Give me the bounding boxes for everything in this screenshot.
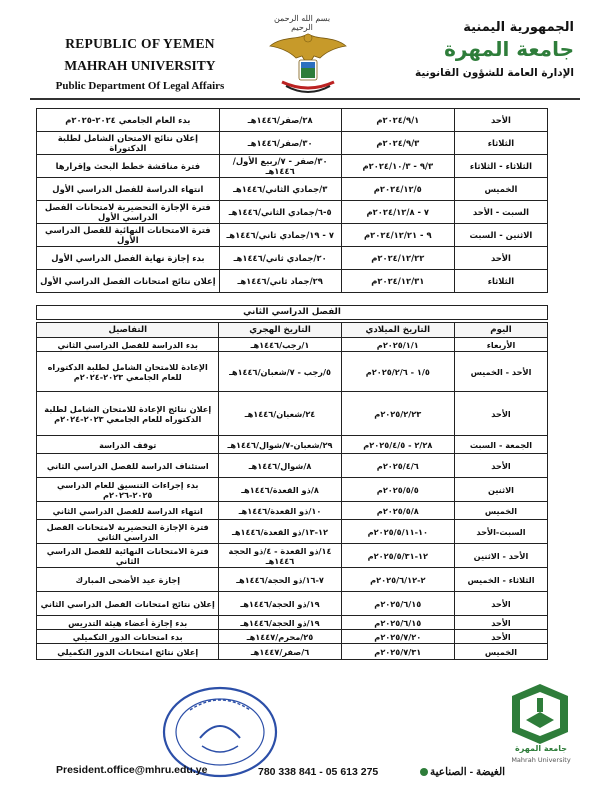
cell-gregorian-date: ١٠-٢٠٢٥/٥/١١م xyxy=(341,520,454,544)
cell-details: فترة الإجازة التحضيرية لامتحانات الفصل الدراسي الأول xyxy=(37,201,220,224)
university-name-en: MAHRAH UNIVERSITY xyxy=(64,58,216,73)
cell-details: فترة مناقشة خطط البحث وإقرارها xyxy=(37,155,220,178)
header-day: اليوم xyxy=(454,323,547,338)
semester1-row xyxy=(37,270,548,293)
cell-hijri-date: ٣٠/صفر/١٤٤٦هـ xyxy=(219,132,341,155)
cell-hijri-date: ٣/جمادي الثاني/١٤٤٦هـ xyxy=(219,178,341,201)
cell-day: الأحد xyxy=(454,247,547,270)
cell-hijri-date: ٧-١٦/ذو الحجة/١٤٤٦هـ xyxy=(219,568,341,592)
semester1-row xyxy=(37,109,548,132)
cell-gregorian-date: ٩ - ٢٠٢٤/١٢/٢١م xyxy=(341,224,454,247)
basmala: بسم الله الرحمن الرحيم xyxy=(273,14,331,32)
cell-hijri-date: ٨/شوال/١٤٤٦هـ xyxy=(219,454,341,478)
semester2-row xyxy=(37,520,548,544)
footer-city: الغيضة - الصناعية xyxy=(430,766,506,778)
semester2-row xyxy=(37,502,548,520)
cell-hijri-date: ٢٠/جمادي ثاني/١٤٤٦هـ xyxy=(219,247,341,270)
cell-gregorian-date: ٢٠٢٥/٥/٨م xyxy=(341,502,454,520)
logo-text-en: Mahrah University xyxy=(511,756,571,764)
country-name-en: REPUBLIC OF YEMEN xyxy=(65,36,215,51)
semester2-row xyxy=(37,454,548,478)
cell-gregorian-date: ٢٠٢٥/٧/٣١م xyxy=(341,644,454,660)
cell-day: الأحد xyxy=(454,630,547,644)
cell-gregorian-date: ٢٠٢٤/٩/١م xyxy=(341,109,454,132)
cell-day: السبت-الأحد xyxy=(454,520,547,544)
cell-gregorian-date: ٢٠٢٥/٧/٢٠م xyxy=(341,630,454,644)
semester1-table xyxy=(36,108,548,293)
semester2-row xyxy=(37,352,548,392)
semester2-row xyxy=(37,630,548,644)
header-gregorian: التاريخ الميلادي xyxy=(341,323,454,338)
cell-hijri-date: ٣٠/صفر - ٧/ربيع الأول/١٤٤٦هـ xyxy=(219,155,341,178)
header-left xyxy=(40,36,240,92)
header-hijri: التاريخ الهجري xyxy=(219,323,341,338)
semester2-header-row xyxy=(37,323,548,338)
cell-details: بدء امتحانات الدور التكميلي xyxy=(37,630,219,644)
department-name-ar: الإدارة العامة للشؤون القانونية xyxy=(414,67,574,79)
cell-gregorian-date: ١٢-٢٠٢٥/٥/٣١م xyxy=(341,544,454,568)
cell-day: الأحد - الخميس xyxy=(454,352,547,392)
cell-day: الخميس xyxy=(454,644,547,660)
cell-gregorian-date: ٢٠٢٤/٩/٣م xyxy=(341,132,454,155)
cell-hijri-date: ٧ - ١٩/جمادي ثاني/١٤٤٦هـ xyxy=(219,224,341,247)
cell-hijri-date: ٥-٦/جمادي الثاني/١٤٤٦هـ xyxy=(219,201,341,224)
cell-details: إجازة عيد الأضحى المبارك xyxy=(37,568,219,592)
cell-hijri-date: ٢٤/شعبان/١٤٤٦هـ xyxy=(219,392,341,436)
cell-gregorian-date: ٢٠٢٤/١٢/٥م xyxy=(341,178,454,201)
cell-details: بدء العام الجامعي ٢٠٢٤-٢٠٢٥م xyxy=(37,109,220,132)
cell-hijri-date: ١٠/ذو القعدة/١٤٤٦هـ xyxy=(219,502,341,520)
cell-details: فترة الامتحانات النهائية للفصل الدراسي الأول xyxy=(37,224,220,247)
cell-details: انتهاء الدراسة للفصل الدراسي الثاني xyxy=(37,502,219,520)
header-details: التفاصيل xyxy=(37,323,219,338)
cell-day: الجمعة - السبت xyxy=(454,436,547,454)
cell-hijri-date: ٢٩/شعبان-٧/شوال/١٤٤٦هـ xyxy=(219,436,341,454)
cell-gregorian-date: ٢-٢٠٢٥/٦/١٢م xyxy=(341,568,454,592)
cell-gregorian-date: ٢٠٢٥/٤/٦م xyxy=(341,454,454,478)
cell-hijri-date: ٥/رجب - ٧/شعبان/١٤٤٦هـ xyxy=(219,352,341,392)
semester2-title: الفصل الدراسي الثاني xyxy=(36,305,548,320)
cell-day: الثلاثاء - الثلاثاء xyxy=(454,155,547,178)
cell-details: الإعادة للامتحان الشامل لطلبة الدكتوراه للعام الجامعي ٢٠٢٣-٢٠٢٤م xyxy=(37,352,219,392)
logo-text-ar: جامعة المهرة xyxy=(515,744,567,753)
cell-gregorian-date: ٢٠٢٥/٦/١٥م xyxy=(341,592,454,616)
cell-day: الأحد - الاثنين xyxy=(454,544,547,568)
semester1-row xyxy=(37,224,548,247)
cell-day: الثلاثاء - الخميس xyxy=(454,568,547,592)
university-logo xyxy=(508,682,572,746)
semester1-row xyxy=(37,132,548,155)
cell-gregorian-date: ٢٠٢٥/٢/٢٣م xyxy=(341,392,454,436)
cell-gregorian-date: ٢٠٢٥/٥/٥م xyxy=(341,478,454,502)
cell-day: الثلاثاء xyxy=(454,270,547,293)
semester2-row xyxy=(37,436,548,454)
semester2-row xyxy=(37,568,548,592)
semester2-row xyxy=(37,592,548,616)
cell-gregorian-date: ١/٥ - ٢٠٢٥/٢/٦م xyxy=(341,352,454,392)
cell-day: الأحد xyxy=(454,592,547,616)
footer-phones: 780 338 841 - 05 613 275 xyxy=(258,766,379,778)
department-name-en: Public Department Of Legal Affairs xyxy=(55,80,225,92)
cell-hijri-date: ١٤/ذو القعدة - ٤/ذو الحجة ١٤٤٦هـ xyxy=(219,544,341,568)
cell-day: الأحد xyxy=(454,454,547,478)
cell-hijri-date: ٢٥/محرم/١٤٤٧هـ xyxy=(219,630,341,644)
semester2-table xyxy=(36,322,548,660)
semester2-row xyxy=(37,478,548,502)
cell-hijri-date: ٨/ذو القعدة/١٤٤٦هـ xyxy=(219,478,341,502)
cell-day: الأحد xyxy=(454,109,547,132)
semester2-row xyxy=(37,644,548,660)
cell-day: الأربعاء xyxy=(454,338,547,352)
cell-day: الأحد xyxy=(454,392,547,436)
cell-details: إعلان نتائج الإعادة للامتحان الشامل لطلبة الدكتوراه للعام الجامعي ٢٠٢٣-٢٠٢٤م xyxy=(37,392,219,436)
cell-hijri-date: ٦/صفر/١٤٤٧هـ xyxy=(219,644,341,660)
semester1-row xyxy=(37,178,548,201)
cell-gregorian-date: ٩/٣ - ٢٠٢٤/١٠/٣م xyxy=(341,155,454,178)
cell-day: الأحد xyxy=(454,616,547,630)
university-name-ar: جامعة المهرة xyxy=(444,37,574,61)
country-name-ar: الجمهورية اليمنية xyxy=(463,20,574,35)
cell-details: بدء إجراءات التنسيق للعام الدراسي ٢٠٢٥-٢٠٢٦م xyxy=(37,478,219,502)
cell-details: بدء إجازة أعضاء هيئة التدريس xyxy=(37,616,219,630)
semester2-row xyxy=(37,544,548,568)
cell-details: إعلان نتائج الامتحان الشامل لطلبة الدكتوراة xyxy=(37,132,220,155)
cell-hijri-date: ٢٩/جماد ثاني/١٤٤٦هـ xyxy=(219,270,341,293)
footer-email[interactable]: President.office@mhru.edu.ye xyxy=(56,764,208,776)
cell-details: استئناف الدراسة للفصل الدراسي الثاني xyxy=(37,454,219,478)
semester1-row xyxy=(37,247,548,270)
cell-hijri-date: ١٩/ذو الحجة/١٤٤٦هـ xyxy=(219,616,341,630)
cell-day: الخميس xyxy=(454,178,547,201)
semester1-row xyxy=(37,155,548,178)
header-divider xyxy=(30,98,580,100)
cell-gregorian-date: ٢٠٢٥/٦/١٥م xyxy=(341,616,454,630)
cell-details: بدء إجازة نهاية الفصل الدراسي الأول xyxy=(37,247,220,270)
cell-details: بدء الدراسة للفصل الدراسي الثاني xyxy=(37,338,219,352)
cell-hijri-date: ١٩/ذو الحجة/١٤٤٦هـ xyxy=(219,592,341,616)
cell-gregorian-date: ٢٠٢٥/١/١م xyxy=(341,338,454,352)
cell-gregorian-date: ٧ - ٢٠٢٤/١٢/٨م xyxy=(341,201,454,224)
cell-day: الثلاثاء xyxy=(454,132,547,155)
cell-details: إعلان نتائج امتحانات الفصل الدراسي الأول xyxy=(37,270,220,293)
cell-details: إعلان نتائج امتحانات الدور التكميلي xyxy=(37,644,219,660)
cell-day: الاثنين xyxy=(454,478,547,502)
yemen-eagle-emblem xyxy=(268,26,348,100)
cell-details: فترة الامتحانات النهائية للفصل الدراسي الثاني xyxy=(37,544,219,568)
cell-day: الاثنين - السبت xyxy=(454,224,547,247)
cell-hijri-date: ١٢-١٣/ذو القعدة/١٤٤٦هـ xyxy=(219,520,341,544)
cell-day: الخميس xyxy=(454,502,547,520)
semester2-row xyxy=(37,616,548,630)
cell-details: انتهاء الدراسة للفصل الدراسي الأول xyxy=(37,178,220,201)
semester2-row xyxy=(37,338,548,352)
footer xyxy=(20,762,580,782)
location-pin-icon xyxy=(420,768,428,776)
semester2-row xyxy=(37,392,548,436)
cell-details: توقف الدراسة xyxy=(37,436,219,454)
cell-day: السبت - الأحد xyxy=(454,201,547,224)
cell-details: فترة الإجازة التحضيرية لامتحانات الفصل الدراسي الثاني xyxy=(37,520,219,544)
cell-hijri-date: ٢٨/صفر/١٤٤٦هـ xyxy=(219,109,341,132)
cell-details: إعلان نتائج امتحانات الفصل الدراسي الثاني xyxy=(37,592,219,616)
header-right xyxy=(384,20,574,79)
semester1-row xyxy=(37,201,548,224)
cell-gregorian-date: ٢٠٢٤/١٢/٣١م xyxy=(341,270,454,293)
cell-gregorian-date: ٢٠٢٤/١٢/٢٢م xyxy=(341,247,454,270)
cell-hijri-date: ١/رجب/١٤٤٦هـ xyxy=(219,338,341,352)
cell-gregorian-date: ٢/٢٨ - ٢٠٢٥/٤/٥م xyxy=(341,436,454,454)
